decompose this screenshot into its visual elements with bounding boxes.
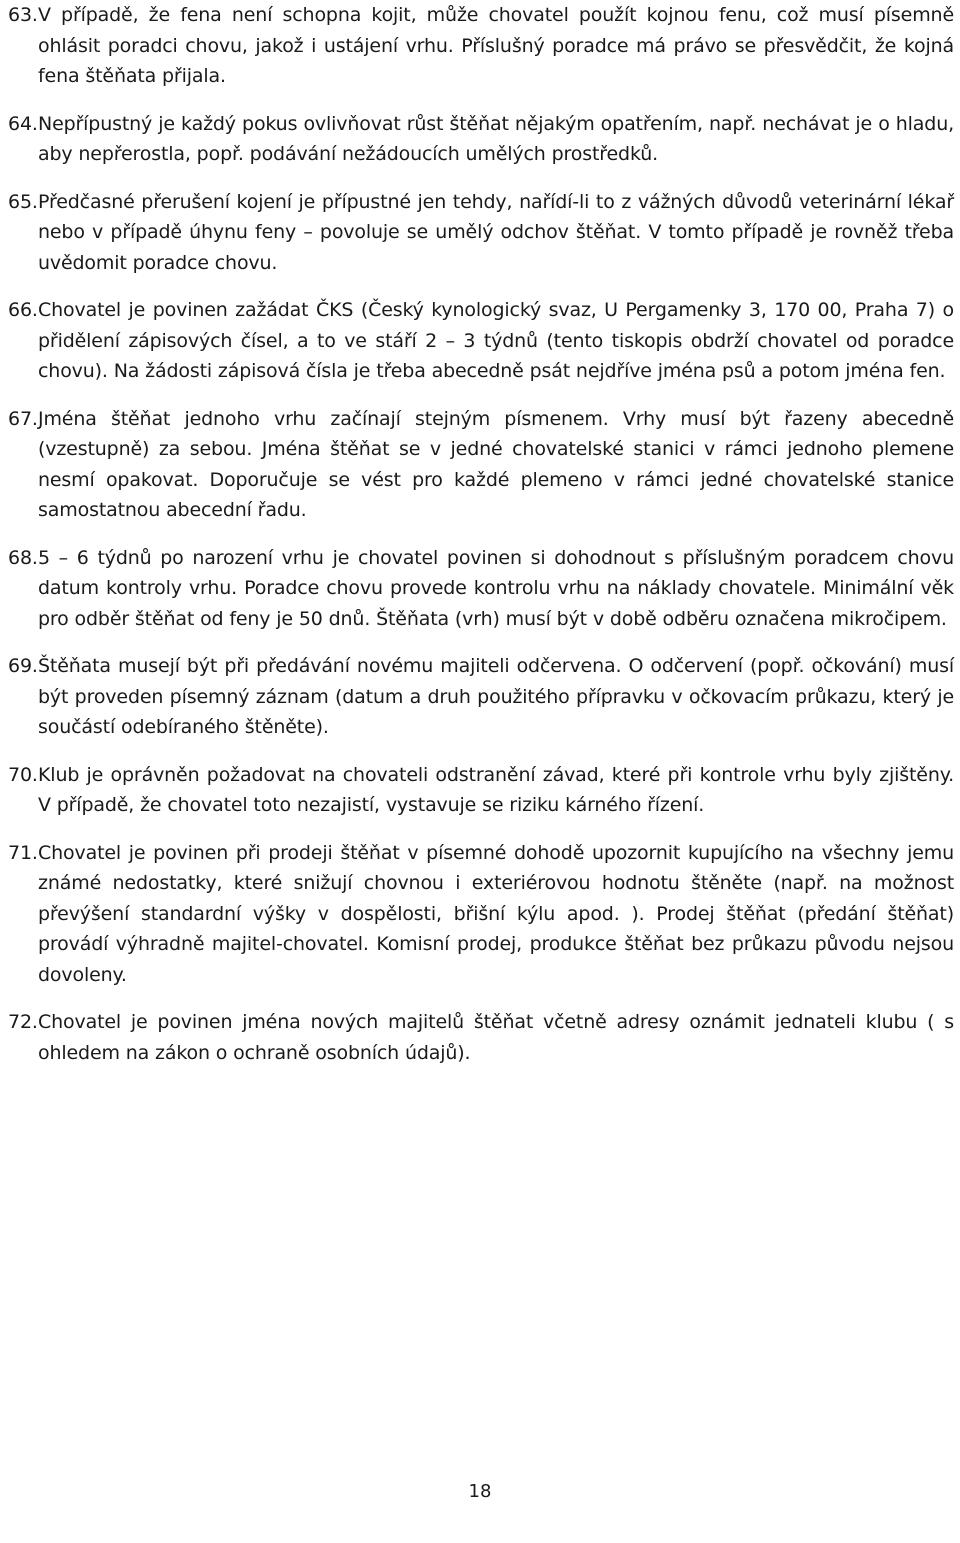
- rule-number: 70.: [8, 763, 38, 786]
- rule-text: Chovatel je povinen zažádat ČKS (Český kynologický svaz, U Pergamenky 3, 170 00, Praha 7) o přidělení zápisových čísel, a to ve stáří 2 – 3 týdnů (tento tiskopis obdrží chovatel od poradce chovu). Na žádosti zápisová čísla je třeba abecedně psát nejdříve jména psů a potom jména fen.: [38, 299, 954, 382]
- rule-number: 65.: [8, 190, 38, 213]
- rule-number: 67.: [8, 407, 38, 430]
- rule-number: 66.: [8, 299, 38, 321]
- rule-text: Chovatel je povinen jména nových majitelů štěňat včetně adresy oznámit jednateli klubu ( s ohledem na zákon o ochraně osobních údajů).: [38, 1011, 954, 1064]
- rule-number: 64.: [8, 112, 38, 135]
- rule-65: [8, 187, 954, 279]
- rule-63: [8, 0, 954, 92]
- rule-text: Klub je oprávněn požadovat na chovateli odstranění závad, které při kontrole vrhu byly zjištěny. V případě, že chovatel toto nezajistí, vystavuje se riziku kárného řízení.: [38, 763, 954, 816]
- rule-68: [8, 543, 954, 635]
- rule-number: 63.: [8, 4, 38, 26]
- page-number: 18: [468, 1481, 492, 1502]
- rule-number: 71.: [8, 841, 38, 864]
- rule-70: [8, 760, 954, 821]
- rule-text: V případě, že fena není schopna kojit, může chovatel použít kojnou fenu, což musí písemně ohlásit poradci chovu, jakož i ustájení vrhu. Příslušný poradce má právo se přesvědčit, že kojná fena štěňata přijala.: [38, 4, 954, 87]
- rules-list: [8, 0, 954, 1068]
- rule-text: Štěňata musejí být při předávání novému majiteli odčervena. O odčervení (popř. očkování) musí být proveden písemný záznam (datum a druh použitého přípravku v očkovacím průkazu, který je součástí odebíraného štěněte).: [38, 655, 954, 738]
- rule-67: [8, 404, 954, 526]
- rule-number: 72.: [8, 1011, 38, 1033]
- rule-text: Chovatel je povinen při prodeji štěňat v písemné dohodě upozornit kupujícího na všechny jemu známé nedostatky, které snižují chovnou i exteriérovou hodnotu štěněte (např. na možnost převýšení standardní výšky v dospělosti, břišní kýlu apod. ). Prodej štěňat (předání štěňat) provádí výhradně majitel-chovatel. Komisní prodej, produkce štěňat bez průkazu původu nejsou dovoleny.: [38, 841, 954, 986]
- rule-number: 68.: [8, 546, 38, 569]
- rule-71: [8, 838, 954, 991]
- rule-text: 5 – 6 týdnů po narození vrhu je chovatel povinen si dohodnout s příslušným poradcem chovu datum kontroly vrhu. Poradce chovu provede kontrolu vrhu na náklady chovatele. Minimální věk pro odběr štěňat od feny je 50 dnů. Štěňata (vrh) musí být v době odběru označena mikročipem.: [38, 546, 954, 630]
- rule-64: [8, 109, 954, 170]
- rule-text: Jména štěňat jednoho vrhu začínají stejným písmenem. Vrhy musí být řazeny abecedně (vzestupně) za sebou. Jména štěňat se v jedné chovatelské stanici v rámci jednoho plemene nesmí opakovat. Doporučuje se vést pro každé plemeno v rámci jedné chovatelské stanice samostatnou abecední řadu.: [38, 407, 954, 521]
- rule-text: Předčasné přerušení kojení je přípustné jen tehdy, nařídí-li to z vážných důvodů veterinární lékař nebo v případě úhynu feny – povoluje se umělý odchov štěňat. V tomto případě je rovněž třeba uvědomit poradce chovu.: [38, 190, 954, 274]
- rule-69: [8, 651, 954, 743]
- rule-text: Nepřípustný je každý pokus ovlivňovat růst štěňat nějakým opatřením, např. nechávat je o hladu, aby nepřerostla, popř. podávání nežádoucích umělých prostředků.: [38, 112, 954, 165]
- rule-72: [8, 1007, 954, 1068]
- rule-66: [8, 295, 954, 387]
- rule-number: 69.: [8, 655, 38, 677]
